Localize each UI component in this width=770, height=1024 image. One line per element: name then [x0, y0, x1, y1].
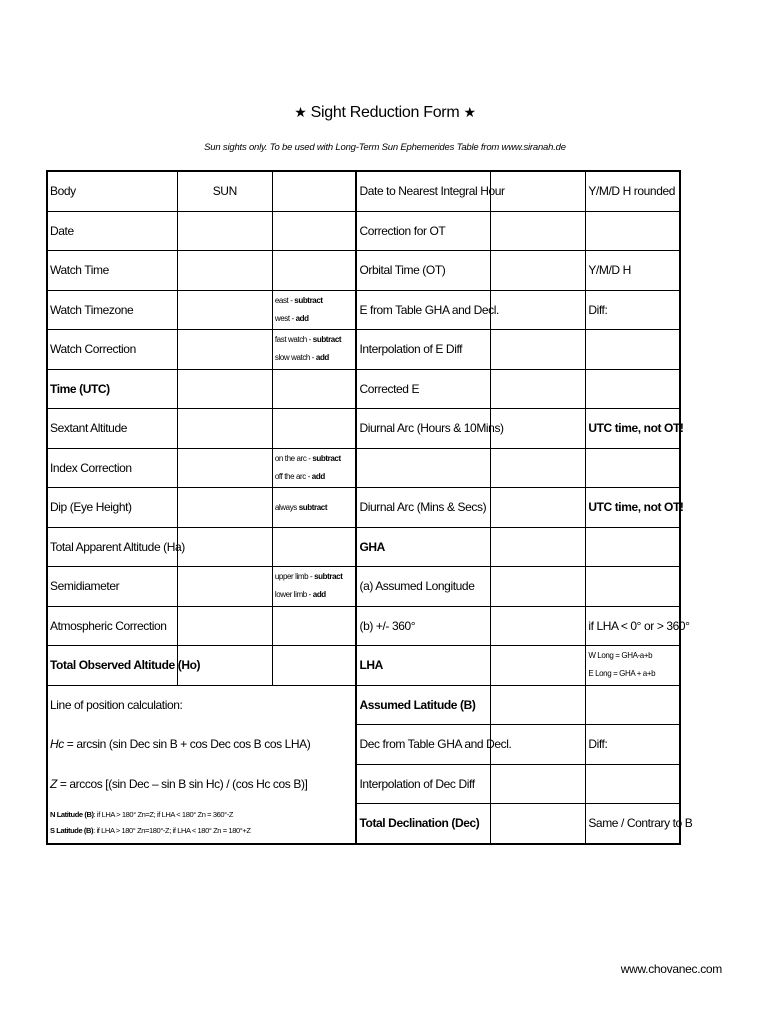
- n-latitude-label: N Latitude (B): [50, 810, 94, 819]
- assumed-latitude-note: [586, 685, 680, 725]
- z-formula: [47, 764, 356, 804]
- assumed-longitude-note: [586, 567, 680, 607]
- e-long-note: E Long = GHA + a+b: [588, 669, 656, 679]
- s-latitude-rule: : if LHA > 180° Zn=180°-Z; if LHA < 180° Zn = 180°+Z: [93, 826, 251, 835]
- interpolation-e-label: Interpolation of E Diff: [356, 330, 490, 370]
- orbital-time-label: Orbital Time (OT): [356, 251, 490, 291]
- date-integral-hour-label: Date to Nearest Integral Hour: [356, 171, 490, 211]
- assumed-latitude-value[interactable]: [491, 685, 586, 725]
- table-row: [47, 290, 680, 330]
- blank-value[interactable]: [491, 448, 586, 488]
- semidiameter-value[interactable]: [177, 567, 272, 607]
- watch-correction-label: Watch Correction: [47, 330, 177, 370]
- watch-timezone-label: Watch Timezone: [47, 290, 177, 330]
- watch-time-value[interactable]: [177, 251, 272, 291]
- watch-time-label: Watch Time: [47, 251, 177, 291]
- total-apparent-label: Total Apparent Altitude (Ha): [47, 527, 177, 567]
- note-text: upper limb -: [274, 572, 315, 582]
- total-observed-label: Total Observed Altitude (Ho): [47, 646, 177, 686]
- lop-heading: Line of position calculation:: [47, 685, 356, 725]
- assumed-latitude-label: Assumed Latitude (B): [356, 685, 490, 725]
- table-row: [47, 685, 680, 725]
- interpolation-dec-label: Interpolation of Dec Diff: [356, 764, 490, 804]
- table-row: [47, 527, 680, 567]
- index-correction-note: [272, 448, 356, 488]
- star-icon: ★: [463, 104, 476, 120]
- dip-value[interactable]: [177, 488, 272, 528]
- lha-label: LHA: [356, 646, 490, 686]
- atmospheric-correction-note: [272, 606, 356, 646]
- watch-correction-value[interactable]: [177, 330, 272, 370]
- atmospheric-correction-label: Atmospheric Correction: [47, 606, 177, 646]
- body-value[interactable]: SUN: [177, 171, 272, 211]
- table-row: [47, 606, 680, 646]
- sextant-altitude-value[interactable]: [177, 409, 272, 449]
- dip-label: Dip (Eye Height): [47, 488, 177, 528]
- date-value[interactable]: [177, 211, 272, 251]
- table-row: [47, 725, 680, 765]
- note-bold: subtract: [312, 453, 341, 463]
- diurnal-arc-hours-label: Diurnal Arc (Hours & 10Mins): [356, 409, 490, 449]
- watch-timezone-value[interactable]: [177, 290, 272, 330]
- note-bold: subtract: [312, 335, 342, 345]
- n-latitude-rule: : if LHA > 180° Zn=Z; if LHA < 180° Zn = 360°-Z: [93, 810, 234, 819]
- z-formula-text: = arccos [(sin Dec – sin B sin Hc) / (cos Hc cos B)]: [56, 776, 308, 791]
- total-declination-value[interactable]: [491, 804, 586, 844]
- sextant-altitude-label: Sextant Altitude: [47, 409, 177, 449]
- gha-label: GHA: [356, 527, 490, 567]
- total-declination-label: Total Declination (Dec): [356, 804, 490, 844]
- plus-minus-360-value[interactable]: [491, 606, 586, 646]
- time-utc-note: [272, 369, 356, 409]
- blank-note: [586, 448, 680, 488]
- note-text: always: [274, 502, 299, 512]
- table-row: [47, 251, 680, 291]
- dip-note: [272, 488, 356, 528]
- note-bold: subtract: [294, 295, 323, 305]
- plus-minus-360-note: if LHA < 0° or > 360°: [586, 606, 680, 646]
- corrected-e-label: Corrected E: [356, 369, 490, 409]
- watch-time-note: [272, 251, 356, 291]
- note-text: east -: [274, 295, 295, 305]
- semidiameter-label: Semidiameter: [47, 567, 177, 607]
- note-text: off the arc -: [274, 471, 312, 481]
- note-bold: subtract: [298, 502, 328, 512]
- plus-minus-360-label: (b) +/- 360°: [356, 606, 490, 646]
- date-integral-hour-note: Y/M/D H rounded: [586, 171, 680, 211]
- table-row: [47, 804, 680, 844]
- interpolation-e-value[interactable]: [491, 330, 586, 370]
- time-utc-label: Time (UTC): [47, 369, 177, 409]
- form-title: [0, 104, 770, 122]
- interpolation-dec-note: [586, 764, 680, 804]
- sight-reduction-table: [46, 170, 693, 845]
- gha-value[interactable]: [491, 527, 586, 567]
- note-text: on the arc -: [274, 453, 313, 463]
- form-title-text: Sight Reduction Form: [310, 104, 460, 121]
- hc-var: Hc: [50, 737, 64, 752]
- note-bold: add: [312, 590, 326, 600]
- corrected-e-value[interactable]: [491, 369, 586, 409]
- lha-note: [586, 646, 680, 686]
- table-row: [47, 764, 680, 804]
- table-row: [47, 211, 680, 251]
- total-apparent-note: [272, 527, 356, 567]
- e-from-table-label: E from Table GHA and Decl.: [356, 290, 490, 330]
- table-row: [47, 646, 680, 686]
- s-latitude-label: S Latitude (B): [50, 826, 94, 835]
- atmospheric-correction-value[interactable]: [177, 606, 272, 646]
- assumed-longitude-label: (a) Assumed Longitude: [356, 567, 490, 607]
- table-row: [47, 330, 680, 370]
- footer-url: www.chovanec.com: [620, 962, 722, 976]
- note-text: slow watch -: [274, 353, 316, 363]
- note-text: fast watch -: [274, 335, 313, 345]
- diurnal-arc-mins-label: Diurnal Arc (Mins & Secs): [356, 488, 490, 528]
- table-row: [47, 448, 680, 488]
- diurnal-arc-mins-value[interactable]: [491, 488, 586, 528]
- index-correction-label: Index Correction: [47, 448, 177, 488]
- orbital-time-value[interactable]: [491, 251, 586, 291]
- hc-formula: [47, 725, 356, 765]
- note-bold: add: [295, 313, 309, 323]
- diurnal-arc-mins-note: UTC time, not OT!: [586, 488, 680, 528]
- e-from-table-value[interactable]: [491, 290, 586, 330]
- note-text: lower limb -: [274, 590, 313, 600]
- dec-table-label: Dec from Table GHA and Decl.: [356, 725, 490, 765]
- table-row: [47, 369, 680, 409]
- note-text: west -: [274, 313, 296, 323]
- body-label: Body: [47, 171, 177, 211]
- correction-ot-note: [586, 211, 680, 251]
- date-label: Date: [47, 211, 177, 251]
- total-apparent-value[interactable]: [177, 527, 272, 567]
- time-utc-value[interactable]: [177, 369, 272, 409]
- note-bold: add: [311, 471, 325, 481]
- interpolation-dec-value[interactable]: [491, 764, 586, 804]
- correction-ot-value[interactable]: [491, 211, 586, 251]
- watch-correction-note: [272, 330, 356, 370]
- corrected-e-note: [586, 369, 680, 409]
- sextant-altitude-note: [272, 409, 356, 449]
- total-declination-note: Same / Contrary to B: [586, 804, 680, 844]
- z-var: Z: [50, 776, 57, 791]
- orbital-time-note: Y/M/D H: [586, 251, 680, 291]
- dec-table-diff: Diff:: [586, 725, 680, 765]
- note-bold: subtract: [314, 572, 343, 582]
- table-row: [47, 488, 680, 528]
- date-note: [272, 211, 356, 251]
- index-correction-value[interactable]: [177, 448, 272, 488]
- table-row: [47, 567, 680, 607]
- note-bold: add: [315, 353, 329, 363]
- lha-value[interactable]: [491, 646, 586, 686]
- semidiameter-note: [272, 567, 356, 607]
- blank-label: [356, 448, 490, 488]
- diurnal-arc-hours-note: UTC time, not OT!: [586, 409, 680, 449]
- latitude-rules: [47, 804, 356, 844]
- body-note: [272, 171, 356, 211]
- total-observed-note: [272, 646, 356, 686]
- watch-timezone-note: [272, 290, 356, 330]
- diurnal-arc-hours-value[interactable]: [491, 409, 586, 449]
- hc-formula-text: = arcsin (sin Dec sin B + cos Dec cos B cos LHA): [63, 737, 311, 752]
- form-subtitle: Sun sights only. To be used with Long-Term Sun Ephemerides Table from www.siranah.de: [204, 142, 566, 153]
- gha-note: [586, 527, 680, 567]
- table-row: [47, 409, 680, 449]
- correction-ot-label: Correction for OT: [356, 211, 490, 251]
- w-long-note: W Long = GHA-a+b: [588, 651, 653, 661]
- e-from-table-diff: Diff:: [586, 290, 680, 330]
- assumed-longitude-value[interactable]: [491, 567, 586, 607]
- interpolation-e-note: [586, 330, 680, 370]
- star-icon: ★: [294, 104, 307, 120]
- table-row: [47, 171, 680, 211]
